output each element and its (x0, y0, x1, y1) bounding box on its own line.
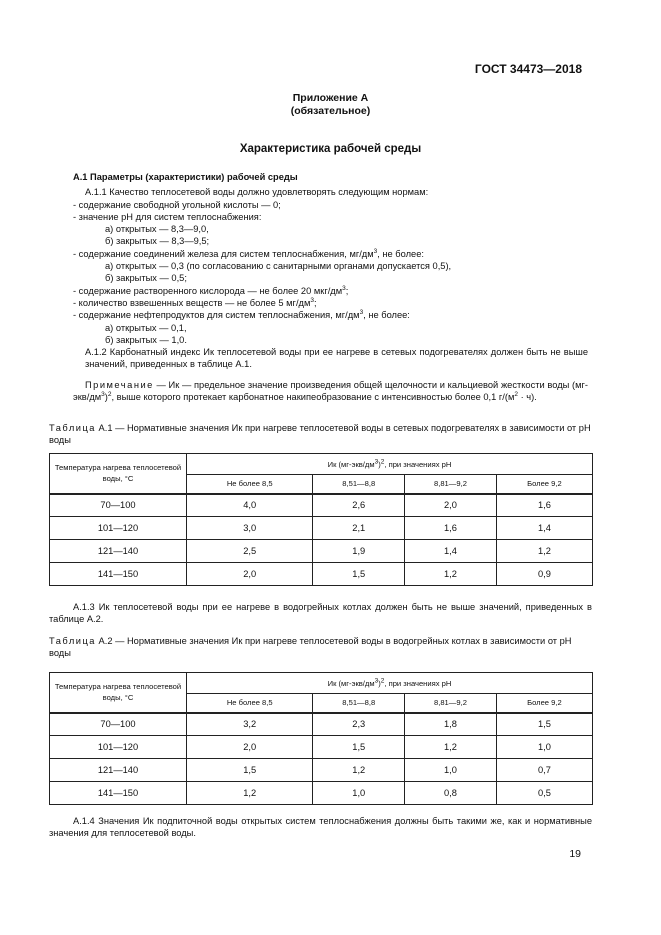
norm-co2: - содержание свободной угольной кислоты — 0; (73, 199, 281, 210)
table-cell: 1,2 (405, 736, 497, 759)
col-header-ph: Более 9,2 (496, 475, 592, 494)
norm-oil-closed: б) закрытых — 1,0. (105, 334, 187, 345)
col-header-ph: 8,51—8,8 (313, 694, 405, 713)
col-header-group (187, 673, 593, 694)
paragraph-a112: А.1.2 Карбонатный индекс Ик теплосетевой воды при ее нагреве в сетевых подогревателях должен быть не выше значений, приведенных в таблице А.1. (85, 347, 588, 370)
col-header-temperature: Температура нагрева теплосетевой воды, °С (50, 673, 187, 713)
paragraph-a114: А.1.4 Значения Ик подпиточной воды открытых систем теплоснабжения должны быть такими же, как и нормативные значения для теплосетевой воды. (49, 816, 592, 839)
table-caption-text: А.2 — Нормативные значения Ик при нагреве теплосетевой воды в водогрейных котлах в зависимости от pH воды (49, 636, 572, 659)
norm-oil-tail: , не более: (363, 310, 410, 321)
header-text: Ик (мг-экв/дм (327, 459, 375, 469)
header-text: , при значениях pH (384, 459, 452, 469)
table-cell: 1,2 (405, 563, 497, 586)
table-cell: 70—100 (50, 494, 187, 517)
header-text: , при значениях pH (384, 678, 452, 688)
table-cell: 1,5 (187, 759, 313, 782)
norm-o2-text: - содержание растворенного кислорода — не более 20 мкг/дм (73, 285, 343, 296)
table-cell: 3,2 (187, 713, 313, 736)
superscript: 3 (101, 390, 105, 398)
norm-o2-tail: ; (345, 285, 349, 296)
table-cell: 0,8 (405, 782, 497, 805)
table-caption-text: А.1 — Нормативные значения Ик при нагреве теплосетевой воды в сетевых подогревателях в зависимости от pH воды (49, 423, 591, 446)
superscript: 2 (514, 390, 518, 398)
document-code: ГОСТ 34473—2018 (474, 62, 582, 76)
norm-oil-text: - содержание нефтепродуктов для систем теплоснабжения, мг/дм (73, 310, 360, 321)
table-cell: 1,2 (313, 759, 405, 782)
col-header-group (187, 454, 593, 475)
table-cell: 141—150 (50, 782, 187, 805)
table-cell: 2,0 (405, 494, 497, 517)
note (73, 379, 588, 404)
page-number: 19 (569, 848, 581, 860)
superscript: 2 (380, 457, 385, 465)
table-row (50, 782, 593, 805)
table-cell: 121—140 (50, 540, 187, 563)
col-header-ph: 8,51—8,8 (313, 475, 405, 494)
norm-ph: - значение pH для систем теплоснабжения: (73, 211, 262, 222)
table-cell: 1,8 (405, 713, 497, 736)
table-a1 (49, 453, 593, 586)
table-cell: 1,6 (405, 517, 497, 540)
table-cell: 1,4 (405, 540, 497, 563)
table-cell: 1,5 (313, 563, 405, 586)
note-text: , выше которого протекает карбонатное накипеобразование с интенсивностью более 0,1 г/(м (111, 392, 515, 403)
superscript: 3 (359, 309, 364, 317)
header-text: ) (378, 459, 381, 469)
table-row (50, 540, 593, 563)
norm-fe-text: - содержание соединений железа для систем теплоснабжения, мг/дм (73, 248, 374, 259)
table-cell: 101—120 (50, 517, 187, 540)
col-header-ph: 8,81—9,2 (405, 475, 497, 494)
header-text: Ик (мг-экв/дм (327, 678, 375, 688)
paragraph-a111: А.1.1 Качество теплосетевой воды должно удовлетворять следующим нормам: (85, 187, 429, 198)
norm-fe-closed: б) закрытых — 0,5; (105, 273, 187, 284)
norm-fe (73, 248, 588, 260)
superscript: 3 (374, 457, 379, 465)
appendix-status: (обязательное) (290, 105, 371, 117)
table-row (50, 517, 593, 540)
table-cell: 2,3 (313, 713, 405, 736)
norm-fe-tail: , не более: (377, 248, 424, 259)
superscript: 2 (107, 390, 112, 398)
superscript: 2 (380, 676, 385, 684)
table-cell: 2,5 (187, 540, 313, 563)
table-cell: 1,5 (496, 713, 592, 736)
superscript: 3 (310, 296, 314, 304)
superscript: 3 (374, 676, 379, 684)
superscript: 3 (342, 284, 346, 292)
table-cell: 0,9 (496, 563, 592, 586)
table2-caption (49, 635, 592, 660)
table-cell: 2,1 (313, 517, 405, 540)
table-cell: 70—100 (50, 713, 187, 736)
norm-ph-open: а) открытых — 8,3—9,0, (105, 224, 209, 235)
paragraph-a113: А.1.3 Ик теплосетевой воды при ее нагреве в водогрейных котлах должен быть не выше значений, приведенных в таблице А.2. (49, 602, 592, 625)
table-cell: 1,2 (496, 540, 592, 563)
table-cell: 3,0 (187, 517, 313, 540)
norm-suspended-text: - количество взвешенных веществ — не более 5 мг/дм (73, 297, 311, 308)
table-cell: 1,2 (187, 782, 313, 805)
note-text: — Ик — предельное значение произведения общей щелочности и кальциевой жесткости воды (мг-экв/дм (73, 379, 588, 403)
table1-caption (49, 422, 592, 447)
header-text: ) (378, 678, 381, 688)
norm-suspended (73, 297, 588, 309)
col-header-ph: 8,81—9,2 (405, 694, 497, 713)
table-cell: 1,6 (496, 494, 592, 517)
note-text: ) (104, 392, 108, 403)
table-cell: 2,6 (313, 494, 405, 517)
col-header-ph: Не более 8,5 (187, 475, 313, 494)
norm-suspended-tail: ; (313, 297, 317, 308)
section-title: Характеристика рабочей среды (239, 143, 422, 155)
table-row (50, 563, 593, 586)
note-label: Примечание (85, 379, 154, 390)
table-cell: 1,5 (313, 736, 405, 759)
norm-fe-open: а) открытых — 0,3 (по согласованию с санитарными органами допускается 0,5), (105, 261, 452, 272)
table-label: Таблица (49, 423, 96, 433)
table-cell: 0,7 (496, 759, 592, 782)
superscript: 3 (373, 247, 378, 255)
table-cell: 2,0 (187, 563, 313, 586)
col-header-temperature: Температура нагрева теплосетевой воды, °С (50, 454, 187, 494)
col-header-ph: Не более 8,5 (187, 694, 313, 713)
table-cell: 101—120 (50, 736, 187, 759)
table-cell: 1,0 (496, 736, 592, 759)
table-cell: 1,0 (405, 759, 497, 782)
col-header-ph: Более 9,2 (496, 694, 592, 713)
table-row (50, 713, 593, 736)
note-text: · ч). (517, 392, 537, 403)
table-cell: 121—140 (50, 759, 187, 782)
table-row (50, 494, 593, 517)
table-row (50, 759, 593, 782)
appendix-heading (0, 92, 661, 118)
table-cell: 141—150 (50, 563, 187, 586)
norm-o2 (73, 285, 588, 297)
table-cell: 0,5 (496, 782, 592, 805)
subsection-title: А.1 Параметры (характеристики) рабочей среды (73, 172, 298, 182)
table-cell: 1,4 (496, 517, 592, 540)
table-cell: 1,0 (313, 782, 405, 805)
table-cell: 2,0 (187, 736, 313, 759)
table-cell: 1,9 (313, 540, 405, 563)
table-a2 (49, 672, 593, 805)
norm-ph-closed: б) закрытых — 8,3—9,5; (105, 236, 210, 247)
table-cell: 4,0 (187, 494, 313, 517)
appendix-title: Приложение А (292, 92, 369, 104)
table-label: Таблица (49, 636, 96, 646)
norm-oil-open: а) открытых — 0,1, (105, 322, 187, 333)
section-body (73, 171, 588, 403)
table-row (50, 736, 593, 759)
norm-oil (73, 309, 588, 321)
